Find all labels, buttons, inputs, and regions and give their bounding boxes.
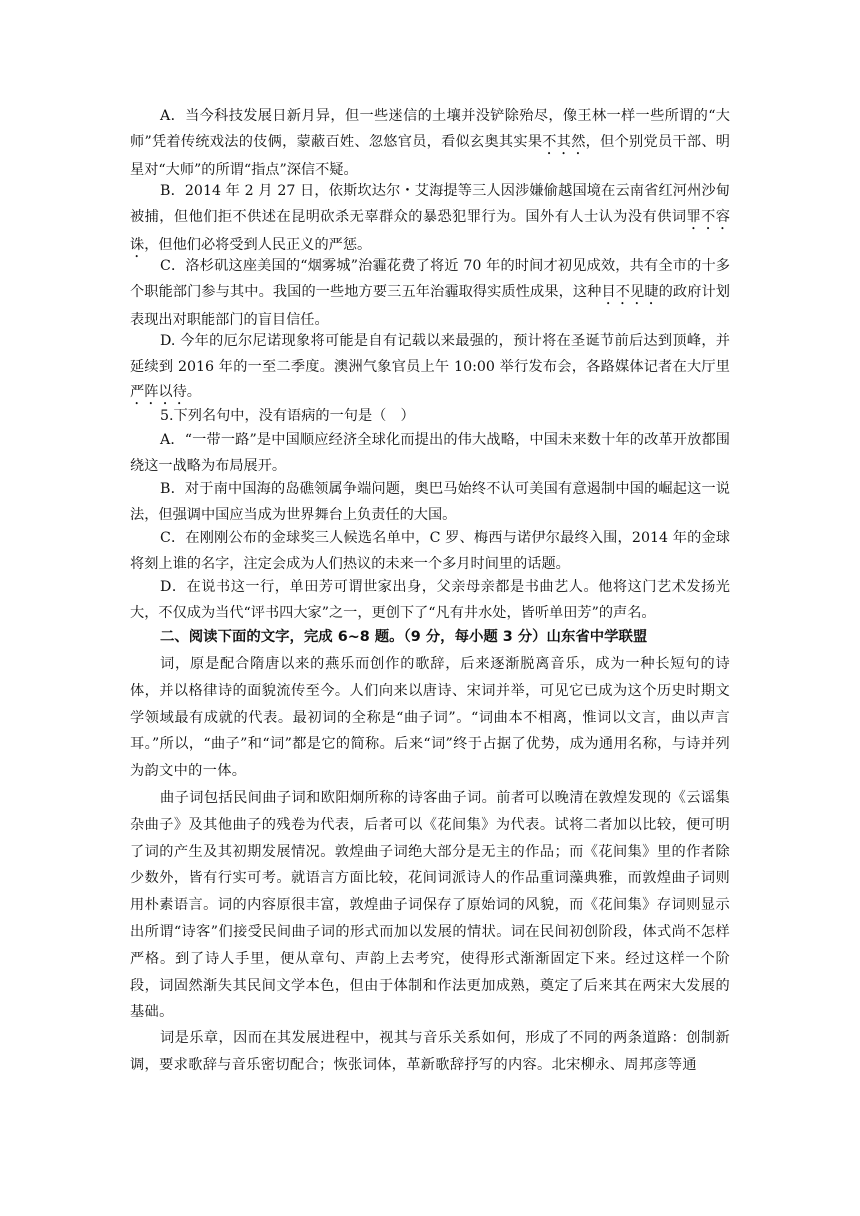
passage-paragraph-2: 曲子词包括民间曲子词和欧阳炯所称的诗客曲子词。前者可以晚清在敦煌发现的《云谣集杂曲子》及其他曲子的残卷为代表，后者可以《花间集》为代表。试将二者加以比较，便可明了词的产生及其初期发展情况。敦煌曲子词绝大部分是无主的作品；而《花间集》里的作者除少数外，皆有行实可考。就语言方面比较，花间词派诗人的作品重词藻典雅，而敦煌曲子词则用朴素语言。词的内容原很丰富，敦煌曲子词保存了原始词的风貌，而《花间集》存词则显示出所谓“诗客”们接受民间曲子词的形式而加以发展的情状。词在民间初创阶段，体式尚不怎样严格。到了诗人手里，便从章句、声韵上去考究，使得形式渐渐固定下来。经过这样一个阶段，词固然渐失其民间文学本色，但由于体制和作法更加成熟，奠定了后来其在两宋大发展的基础。 <box>130 790 730 1021</box>
q4-option-b-idiom: 罪不容诛 <box>130 208 730 253</box>
q5-option-a: A．“一带一路”是中国顺应经济全球化而提出的伟大战略，中国未来数十年的改革开放都围绕这一战略为布局展开。 <box>130 432 730 474</box>
q4-option-c-idiom: 目不见睫 <box>601 283 659 300</box>
passage-paragraph-3: 词是乐章，因而在其发展进程中，视其与音乐关系如何，形成了不同的两条道路：创制新调，要求歌辞与音乐密切配合；恢张词体，革新歌辞抒写的内容。北宋柳永、周邦彦等通 <box>130 1030 730 1073</box>
q4-option-b <box>130 179 730 261</box>
q5-option-b: B．对于南中国海的岛礁领属争端问题，奥巴马始终不认可美国有意遏制中国的崛起这一说法，但强调中国应当成为世界舞台上负责任的大国。 <box>130 481 730 523</box>
q4-option-d-tail: 。 <box>186 384 201 401</box>
q4-option-d-text: D. 今年的厄尔尼诺现象将可能是自有记载以来最强的，预计将在圣诞节前后达到顶峰，并延续到 2016 年的一至二季度。澳洲气象官员上午 10:00 举行发布会，各路媒体记者在大厅里 <box>130 333 730 375</box>
q4-option-a-idiom: 不其然 <box>542 133 586 150</box>
q5-option-d: D．在说书这一行，单田芳可谓世家出身，父亲母亲都是书曲艺人。他将这门艺术发扬光大，不仅成为当代“评书四大家”之一，更创下了“凡有井水处，皆听单田芳”的声名。 <box>130 579 730 621</box>
q4-option-b-text: B．2014 年 2 月 27 日，依斯坎达尔・艾海提等三人因涉嫌偷越国境在云南省红河州沙甸被捕，但他们拒不供述在昆明砍杀无辜群众的暴恐犯罪行为。国外有人士认为没有供词 <box>130 183 730 225</box>
q4-option-c <box>130 254 730 333</box>
q4-option-d-idiom: 严阵以待 <box>130 384 187 401</box>
q4-option-a-text: A．当今科技发展日新月异，但一些迷信的土壤并没铲除殆尽，像王林一样一些所谓的“大师”凭着传统戏法的伎俩，蒙蔽百姓、忽悠官员，看似玄奥其实果 <box>130 108 730 150</box>
q4-option-a-tail: ，但个别党员干部、明星对“大师”的所谓“指点”深信不疑。 <box>130 133 730 178</box>
q4-option-c-tail: 的政府计划表现出对职能部门的盲目信任。 <box>130 283 730 328</box>
section-2-title: 二、阅读下面的文字，完成 6~8 题。（9 分，每小题 3 分）山东省中学联盟 <box>160 629 648 645</box>
q5-stem: 5.下列名句中，没有语病的一句是（ ） <box>160 408 415 424</box>
q4-option-a <box>130 104 730 183</box>
q4-option-b-tail: ，但他们必将受到人民正义的严惩。 <box>144 236 372 253</box>
q4-option-c-text: C．洛杉矶这座美国的“烟雾城”治霾花费了将近 70 年的时间才初见成效，共有全市的十多个职能部门参与其中。我国的一些地方要三五年治霾取得实质性成果，这种 <box>130 258 730 300</box>
q4-option-d <box>130 329 730 408</box>
q5-option-c: C．在刚刚公布的金球奖三人候选名单中，C 罗、梅西与诺伊尔最终入围，2014 年的金球将刻上谁的名字，注定会成为人们热议的未来一个多月时间里的话题。 <box>130 530 730 572</box>
passage-paragraph-1: 词，原是配合隋唐以来的燕乐而创作的歌辞，后来逐渐脱离音乐，成为一种长短句的诗体，并以格律诗的面貌流传至今。人们向来以唐诗、宋词并举，可见它已成为这个历史时期文学领域最有成就的代表。最初词的全称是“曲子词”。“词曲本不相离，惟词以文言，曲以声言耳。”所以，“曲子”和“词”都是它的简称。后来“词”终于占据了优势，成为通用名称，与诗并列为韵文中的一体。 <box>130 656 730 780</box>
